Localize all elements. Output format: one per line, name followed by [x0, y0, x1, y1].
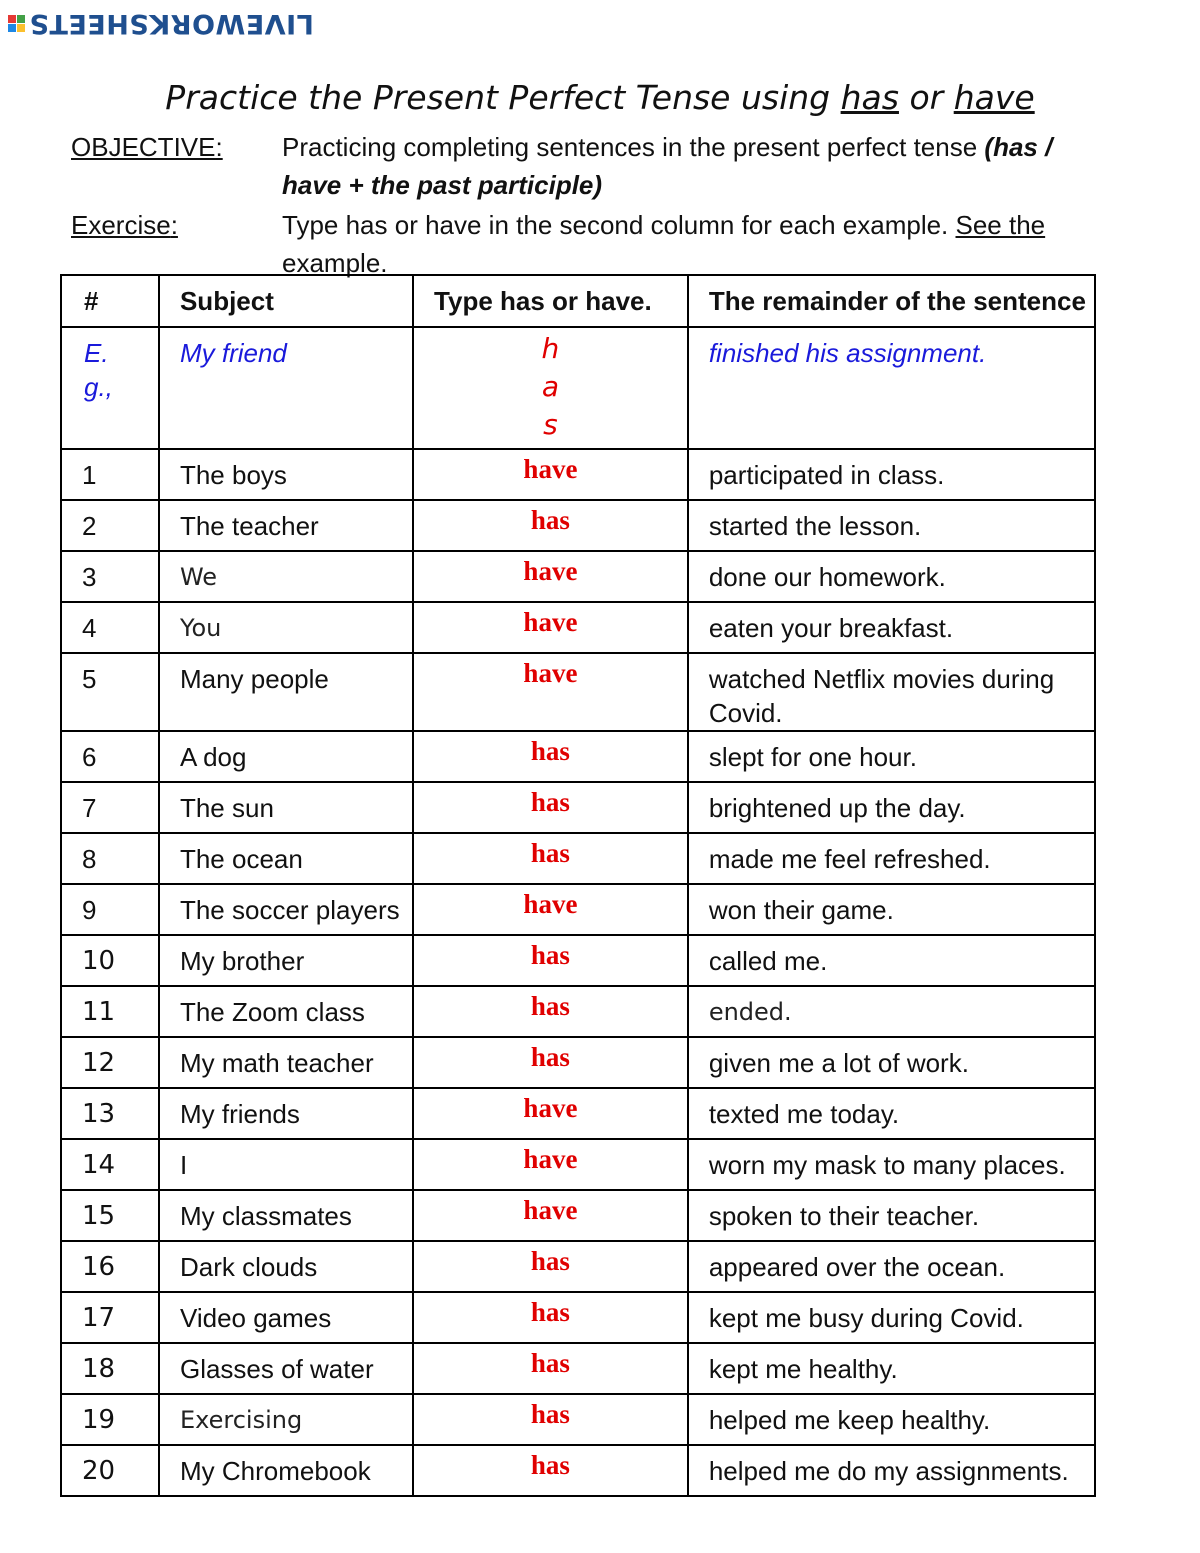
- table-row: [61, 782, 1095, 833]
- header-answer: Type has or have.: [413, 275, 688, 327]
- row-number: 15: [61, 1190, 159, 1241]
- table-row: [61, 1088, 1095, 1139]
- row-remainder: participated in class.: [688, 449, 1095, 500]
- row-subject: Exercising: [159, 1394, 413, 1445]
- row-number: 13: [61, 1088, 159, 1139]
- table-row: [61, 1241, 1095, 1292]
- row-answer-field[interactable]: has: [413, 1037, 688, 1088]
- row-subject: You: [159, 602, 413, 653]
- row-number: 4: [61, 602, 159, 653]
- title-prefix: Practice the Present Perfect Tense using: [165, 78, 841, 117]
- row-answer-field[interactable]: has: [413, 1241, 688, 1292]
- row-answer-field[interactable]: have: [413, 1088, 688, 1139]
- row-answer-field[interactable]: have: [413, 551, 688, 602]
- row-subject: Dark clouds: [159, 1241, 413, 1292]
- table-row: [61, 449, 1095, 500]
- row-answer-field[interactable]: has: [413, 1394, 688, 1445]
- row-subject: We: [159, 551, 413, 602]
- row-number: 5: [61, 653, 159, 731]
- example-subject: My friend: [159, 327, 413, 449]
- row-subject: My brother: [159, 935, 413, 986]
- row-remainder: started the lesson.: [688, 500, 1095, 551]
- row-number: 11: [61, 986, 159, 1037]
- logo-text: LIVEWORKSHEETS: [29, 7, 314, 39]
- row-remainder: slept for one hour.: [688, 731, 1095, 782]
- row-number: 3: [61, 551, 159, 602]
- table-header-row: [61, 275, 1095, 327]
- example-number: E.g.,: [61, 327, 159, 449]
- objective-bold: (has / have + the past participle): [282, 132, 1053, 200]
- row-answer-field[interactable]: have: [413, 1190, 688, 1241]
- row-remainder: done our homework.: [688, 551, 1095, 602]
- table-row: [61, 653, 1095, 731]
- row-number: 10: [61, 935, 159, 986]
- row-remainder: given me a lot of work.: [688, 1037, 1095, 1088]
- row-number: 12: [61, 1037, 159, 1088]
- table-row: [61, 731, 1095, 782]
- row-answer-field[interactable]: has: [413, 500, 688, 551]
- row-number: 18: [61, 1343, 159, 1394]
- row-number: 19: [61, 1394, 159, 1445]
- row-answer-field[interactable]: has: [413, 935, 688, 986]
- row-remainder: watched Netflix movies during Covid.: [688, 653, 1095, 731]
- table-row: [61, 500, 1095, 551]
- row-subject: A dog: [159, 731, 413, 782]
- row-subject: The boys: [159, 449, 413, 500]
- table-row: [61, 833, 1095, 884]
- row-remainder: spoken to their teacher.: [688, 1190, 1095, 1241]
- row-answer-field[interactable]: have: [413, 1139, 688, 1190]
- table-row: [61, 986, 1095, 1037]
- table-row: [61, 935, 1095, 986]
- table-row: [61, 551, 1095, 602]
- row-answer-field[interactable]: have: [413, 884, 688, 935]
- table-row: [61, 1445, 1095, 1496]
- row-remainder: brightened up the day.: [688, 782, 1095, 833]
- row-number: 17: [61, 1292, 159, 1343]
- row-remainder: worn my mask to many places.: [688, 1139, 1095, 1190]
- row-answer-field[interactable]: has: [413, 731, 688, 782]
- row-subject: The ocean: [159, 833, 413, 884]
- row-number: 20: [61, 1445, 159, 1496]
- table-row: [61, 1190, 1095, 1241]
- example-row: [61, 327, 1095, 449]
- row-number: 2: [61, 500, 159, 551]
- row-answer-field[interactable]: have: [413, 653, 688, 731]
- row-remainder: ended.: [688, 986, 1095, 1037]
- row-remainder: kept me busy during Covid.: [688, 1292, 1095, 1343]
- row-subject: My classmates: [159, 1190, 413, 1241]
- page-title: [0, 78, 1200, 117]
- row-subject: I: [159, 1139, 413, 1190]
- table-row: [61, 1139, 1095, 1190]
- row-subject: My math teacher: [159, 1037, 413, 1088]
- row-remainder: made me feel refreshed.: [688, 833, 1095, 884]
- row-subject: My Chromebook: [159, 1445, 413, 1496]
- table-row: [61, 1394, 1095, 1445]
- exercise-table: [60, 274, 1096, 1497]
- row-number: 8: [61, 833, 159, 884]
- row-remainder: helped me keep healthy.: [688, 1394, 1095, 1445]
- example-answer: h a s: [413, 327, 688, 449]
- header-number: #: [61, 275, 159, 327]
- logo-blocks-icon: [8, 15, 25, 32]
- row-subject: Video games: [159, 1292, 413, 1343]
- row-answer-field[interactable]: have: [413, 602, 688, 653]
- example-remainder: finished his assignment.: [688, 327, 1095, 449]
- row-remainder: called me.: [688, 935, 1095, 986]
- row-number: 9: [61, 884, 159, 935]
- see-example-link[interactable]: See the example: [282, 210, 1046, 278]
- row-number: 7: [61, 782, 159, 833]
- row-subject: The soccer players: [159, 884, 413, 935]
- objective-text: Practicing completing sentences in the present perfect tense (has / have + the past participle): [282, 132, 1053, 200]
- exercise-text: Type has or have in the second column for each example. See the example.: [282, 210, 1046, 278]
- liveworksheets-logo: [8, 6, 314, 40]
- table-row: [61, 1292, 1095, 1343]
- row-subject: The sun: [159, 782, 413, 833]
- row-remainder: eaten your breakfast.: [688, 602, 1095, 653]
- table-row: [61, 1037, 1095, 1088]
- row-number: 1: [61, 449, 159, 500]
- row-remainder: appeared over the ocean.: [688, 1241, 1095, 1292]
- row-answer-field[interactable]: has: [413, 833, 688, 884]
- table-row: [61, 884, 1095, 935]
- row-subject: The teacher: [159, 500, 413, 551]
- title-word-have: have: [953, 78, 1035, 117]
- header-subject: Subject: [159, 275, 413, 327]
- row-subject: Many people: [159, 653, 413, 731]
- row-remainder: helped me do my assignments.: [688, 1445, 1095, 1496]
- row-answer-field[interactable]: has: [413, 782, 688, 833]
- row-answer-field[interactable]: have: [413, 449, 688, 500]
- header-remainder: The remainder of the sentence: [688, 275, 1095, 327]
- title-mid: or: [898, 78, 954, 117]
- row-answer-field[interactable]: has: [413, 1292, 688, 1343]
- row-number: 14: [61, 1139, 159, 1190]
- table-row: [61, 602, 1095, 653]
- row-answer-field[interactable]: has: [413, 986, 688, 1037]
- row-answer-field[interactable]: has: [413, 1343, 688, 1394]
- row-number: 16: [61, 1241, 159, 1292]
- row-subject: My friends: [159, 1088, 413, 1139]
- objective-label: OBJECTIVE:: [71, 132, 223, 162]
- row-number: 6: [61, 731, 159, 782]
- table-row: [61, 1343, 1095, 1394]
- row-subject: Glasses of water: [159, 1343, 413, 1394]
- row-remainder: kept me healthy.: [688, 1343, 1095, 1394]
- row-remainder: won their game.: [688, 884, 1095, 935]
- title-word-has: has: [840, 78, 899, 117]
- exercise-label: Exercise:: [71, 210, 178, 240]
- row-remainder: texted me today.: [688, 1088, 1095, 1139]
- row-subject: The Zoom class: [159, 986, 413, 1037]
- row-answer-field[interactable]: has: [413, 1445, 688, 1496]
